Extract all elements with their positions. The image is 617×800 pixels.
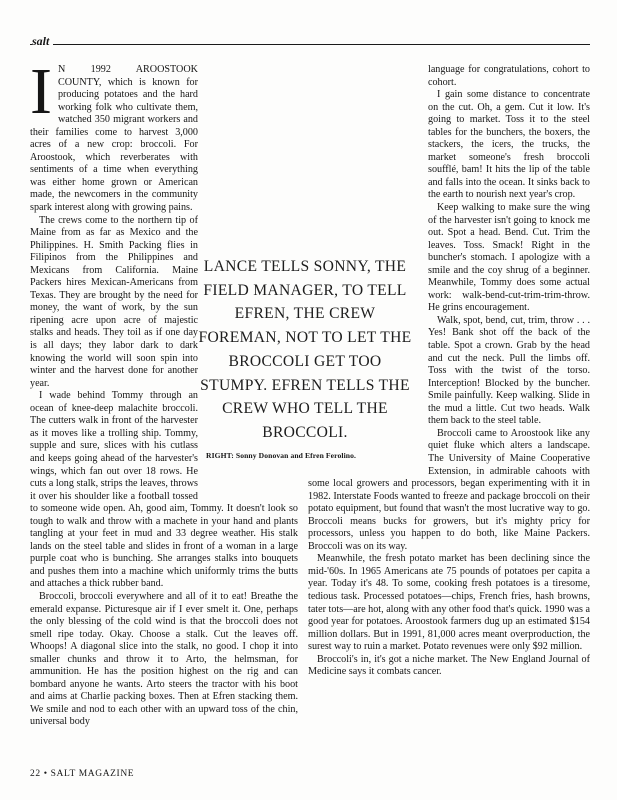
article-paragraph: The crews come to the northern tip of Maine from as far as Mexico and the Philippines. H. Smith Packing flies in Filipinos from the Philippines and Mexicans from California. Maine Packers hires Mexican-Americans from Texas. They are brought by the need for money, the want of work, by the sun ripening acre upon acre of majestic stalks and heads. They toil as if one day is all days; they labor dark to dark knowing the world will soon spin into winter and the harvest done for another year. <box>30 214 198 389</box>
article-paragraph: Broccoli came to Aroostook like any quiet fluke which alters a landscape. The University of Maine Cooperative Extension, in admirable cahoots with some local growers and processors, began experimenting with it in 1982. Interstate Foods wanted to freeze and package broccoli on their potato equipment, but found that wasn't the most lucrative way to go. Broccoli means bucks for growers, but it's mighty pricy for processors, unless you happen to do both, like Maine Packers. Broccoli was on its way. <box>308 427 590 552</box>
article-paragraph: I wade behind Tommy through an ocean of knee-deep malachite broccoli. The cutters walk in front of the harvester as it moves like a trolling ship. Tommy, supple and sure, slices with his cutlass and keeps going ahead of the harvester's wings, which fan out over 18 rows. He cuts a long stalk, strips the leaves, throws it over his shoulder like a football tossed to someone wide open. Ah, good aim, Tommy. It doesn't look so tough to walk and throw with a machete in your hand and plants tangling at your feet in mud and 33 degree weather. His stalk lands on the steel table and slides in front of a woman in a large purple coat who is bunching. She arranges stalks into bouquets and pushes them into a machine which uniformly trims the butts and attaches a thick rubber band. <box>30 390 298 590</box>
article-paragraph: language for congratulations, cohort to cohort. <box>428 64 590 88</box>
footer-bullet: • <box>43 769 48 779</box>
article-paragraph: I gain some distance to concentrate on the cut. Oh, a gem. Cut it low. It's going to market. Toss it to the steel tables for the bunchers, the boxers, the stackers, the icers, the trucks, the market someone's fresh broccoli soufflé, bam! It hits the lip of the table and falls into the ocean. It sinks back to the earth to nourish next year's crop. <box>428 89 590 201</box>
article-lead-paragraph <box>30 55 298 215</box>
page-number: 22 <box>30 769 41 779</box>
article-paragraph: Keep walking to make sure the wing of the harvester isn't going to knock me out. Spot a head. Bend. Cut. Trim the leaves. Toss. Smack! Right in the buncher's stomach. I apologize with a smile and the coy shrug of a beginner. Meanwhile, Tommy does some actual work: walk-bend-cut-trim-trim-throw. He grins encouragement. <box>428 202 590 314</box>
page-footer <box>30 769 134 779</box>
header-rule <box>30 44 590 45</box>
article-paragraph: Walk, spot, bend, cut, trim, throw . . . Yes! Bank shot off the back of the table. Spot a crown. Grab by the head and cut the neck. Pull the limbs off. Toss with the twist of the torso. Interception! Blocked by the buncher. Smile painfully. Keep walking. Slide in the mud a little. Cut two heads. Walk them back to the steel table. <box>428 314 590 427</box>
section-label: salt <box>32 34 53 49</box>
photo-caption: RIGHT: Sonny Donovan and Efren Ferolino. <box>206 450 356 460</box>
pull-quote-text: LANCE TELLS SONNY, THE FIELD MANAGER, TO TELL EFREN, THE CREW FOREMAN, NOT TO LET THE BROCCOLI GET TOO STUMPY. EFREN TELLS THE CREW WHO TELL THE BROCCOLI. <box>198 258 412 441</box>
drop-cap: I <box>30 55 52 128</box>
article-paragraph: Meanwhile, the fresh potato market has been declining since the mid-'60s. In 1965 Americans ate 75 pounds of potatoes per capita a year. Today it's 48. To some, cooking fresh potatoes is a tiresome, tedious task. Processed potatoes—chips, French fries, hash browns, tater tots—are hot, along with any other food that's quick. 1990 was a good year for potatoes. Aroostook farmers dug up an estimated $154 million dollars. But in 1991, 81,000 acres meant overproduction, the surest way to ruin a market. Potato revenues were only $92 million. <box>308 553 590 653</box>
lead-text: N 1992 AROOSTOOK COUNTY, which is known for producing potatoes and the hard working folk who cultivate them, watched 350 migrant workers and their families come to harvest 3,000 acres of a new crop: broccoli. For Aroostook, which reverberates with sentiments of a time when everything was either home grown or American made, the newcomers in the community spark interest along with growing pains. <box>30 64 198 214</box>
article-paragraph: Broccoli, broccoli everywhere and all of it to eat! Breathe the emerald expanse. Picturesque air if I ever smelt it. One, perhaps the only blessing of the cold wind is that the broccoli does not smell ripe today. Okay. Choose a stalk. Cut the leaves off. Whoops! A diagonal slice into the stalk, no good. I chop it into smaller chunks and throw it to Arto, the helmsman, for ammunition. He has the position highest on the rig and can bombard anyone he wants. Arto steers the tractor with his boot and aims at Charlie packing boxes. Then at Efren stacking them. We smile and nod to each other with an upward toss of the chin, universal body <box>30 590 298 728</box>
publication-name: SALT MAGAZINE <box>50 769 135 779</box>
article-paragraph: Broccoli's in, it's got a niche market. The New England Journal of Medicine says it combats cancer. <box>308 653 590 678</box>
pull-quote <box>198 255 412 460</box>
